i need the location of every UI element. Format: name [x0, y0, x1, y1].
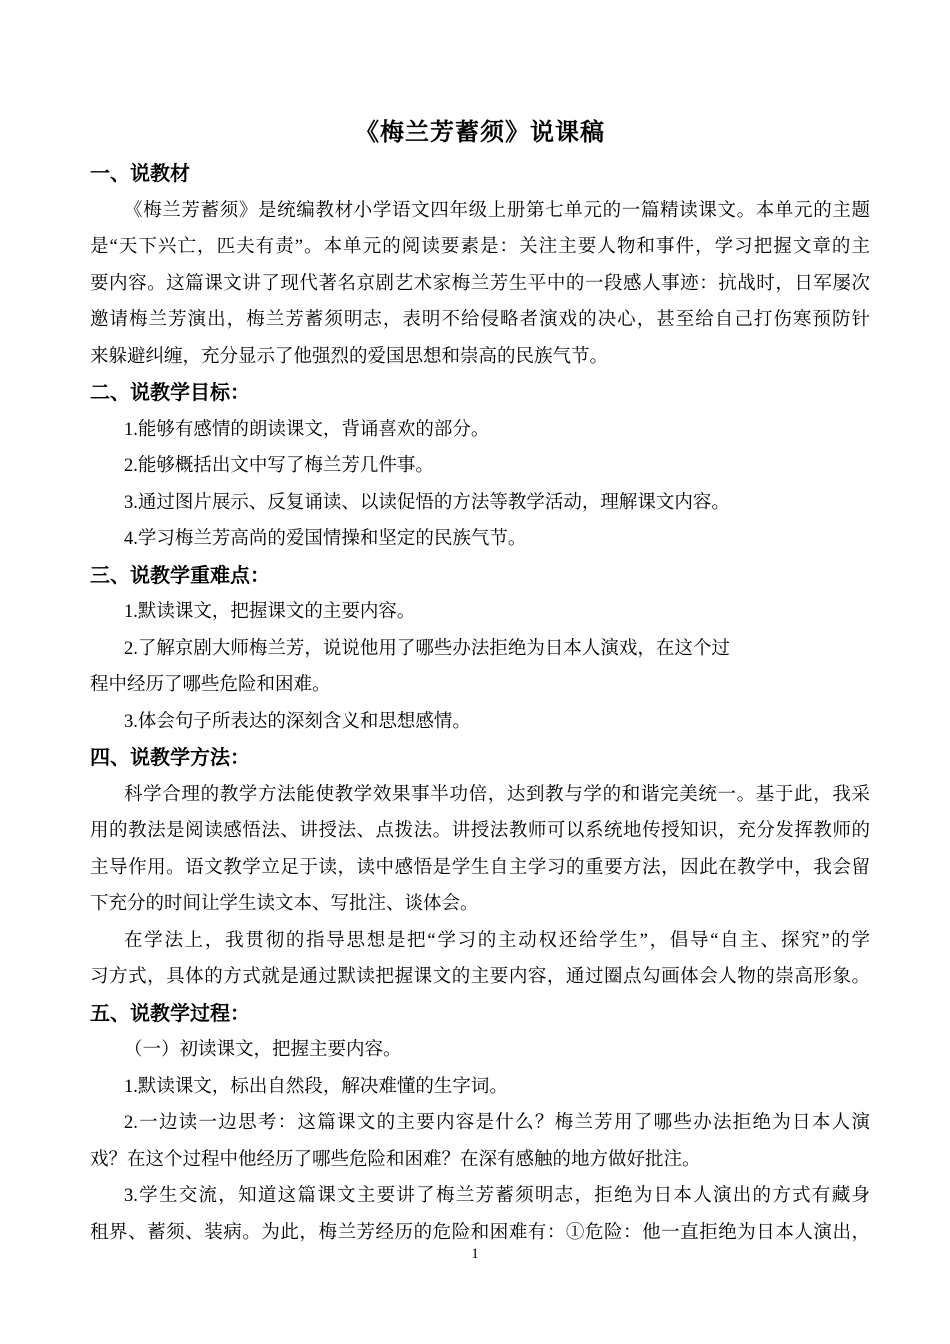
body-text-line: 4.学习梅兰芳高尚的爱国情操和坚定的民族气节。 [124, 529, 527, 549]
body-text-line: 1.能够有感情的朗读课文，背诵喜欢的部分。 [124, 419, 490, 440]
body-text-line: 戏？在这个过程中他经历了哪些危险和困难？在深有感触的地方做好批注。 [90, 1149, 701, 1170]
section-heading-methods: 四、说教学方法： [90, 747, 250, 769]
document-content [90, 114, 870, 1251]
body-text-line: 2.能够概括出文中写了梅兰芳几件事。 [124, 456, 434, 476]
body-text-line: 租界、蓄须、装病。为此，梅兰芳经历的危险和困难有：①危险：他一直拒绝为日本人演出， [90, 1222, 870, 1243]
section-heading-process: 五、说教学过程： [90, 1002, 250, 1025]
body-text-line: 邀请梅兰芳演出，梅兰芳蓄须明志，表明不给侵略者演戏的决心，甚至给自己打伤寒预防针 [90, 310, 870, 330]
body-text-line: （一）初读课文，把握主要内容。 [124, 1040, 402, 1060]
section-heading-objectives: 二、说教学目标： [90, 382, 250, 404]
body-text-line: 1.默读课文，标出自然段，解决难懂的生字词。 [124, 1076, 508, 1097]
body-text-line: 在学法上，我贯彻的指导思想是把“学习的主动权还给学生”，倡导“自主、探究”的学 [124, 930, 870, 951]
page-number: 1 [471, 1246, 479, 1262]
body-text-line: 2.了解京剧大师梅兰芳，说说他用了哪些办法拒绝为日本人演戏，在这个过 [124, 638, 730, 659]
body-text-line: 科学合理的教学方法能使教学效果事半功倍，达到教与学的和谐完美统一。基于此，我采 [124, 784, 870, 805]
page-title: 《梅兰芳蓄须》说课稿 [355, 119, 605, 146]
body-text-line: 《梅兰芳蓄须》是统编教材小学语文四年级上册第七单元的一篇精读课文。本单元的主题 [124, 200, 870, 221]
body-text-line: 用的教法是阅读感悟法、讲授法、点拨法。讲授法教师可以系统地传授知识，充分发挥教师的 [90, 821, 870, 841]
body-text-line: 程中经历了哪些危险和困难。 [90, 675, 331, 695]
body-text-line: 来躲避纠缠，充分显示了他强烈的爱国思想和崇高的民族气节。 [90, 346, 609, 367]
body-text-line: 主导作用。语文教学立足于读，读中感悟是学生自主学习的重要方法，因此在教学中，我会留 [90, 857, 870, 878]
body-text-line: 是“天下兴亡，匹夫有责”。本单元的阅读要素是：关注主要人物和事件，学习把握文章的主 [90, 237, 870, 257]
body-text-line: 3.通过图片展示、反复诵读、以读促悟的方法等教学活动，理解课文内容。 [124, 492, 730, 513]
body-text-line: 3.体会句子所表达的深刻含义和思想感情。 [124, 711, 471, 732]
body-text-line: 习方式，具体的方式就是通过默读把握课文的主要内容，通过圈点勾画体会人物的崇高形象。 [90, 967, 870, 987]
body-text-line: 下充分的时间让学生读文本、写批注、谈体会。 [90, 894, 479, 914]
body-text-line: 1.默读课文，把握课文的主要内容。 [124, 602, 416, 622]
body-text-line: 3.学生交流，知道这篇课文主要讲了梅兰芳蓄须明志，拒绝为日本人演出的方式有藏身 [124, 1186, 870, 1206]
section-heading-textbook: 一、说教材 [90, 163, 190, 185]
body-text-line: 2.一边读一边思考：这篇课文的主要内容是什么？梅兰芳用了哪些办法拒绝为日本人演 [124, 1113, 870, 1133]
body-text-line: 要内容。这篇课文讲了现代著名京剧艺术家梅兰芳生平中的一段感人事迹：抗战时，日军屡次 [90, 273, 870, 294]
section-heading-key-points: 三、说教学重难点： [90, 564, 270, 587]
